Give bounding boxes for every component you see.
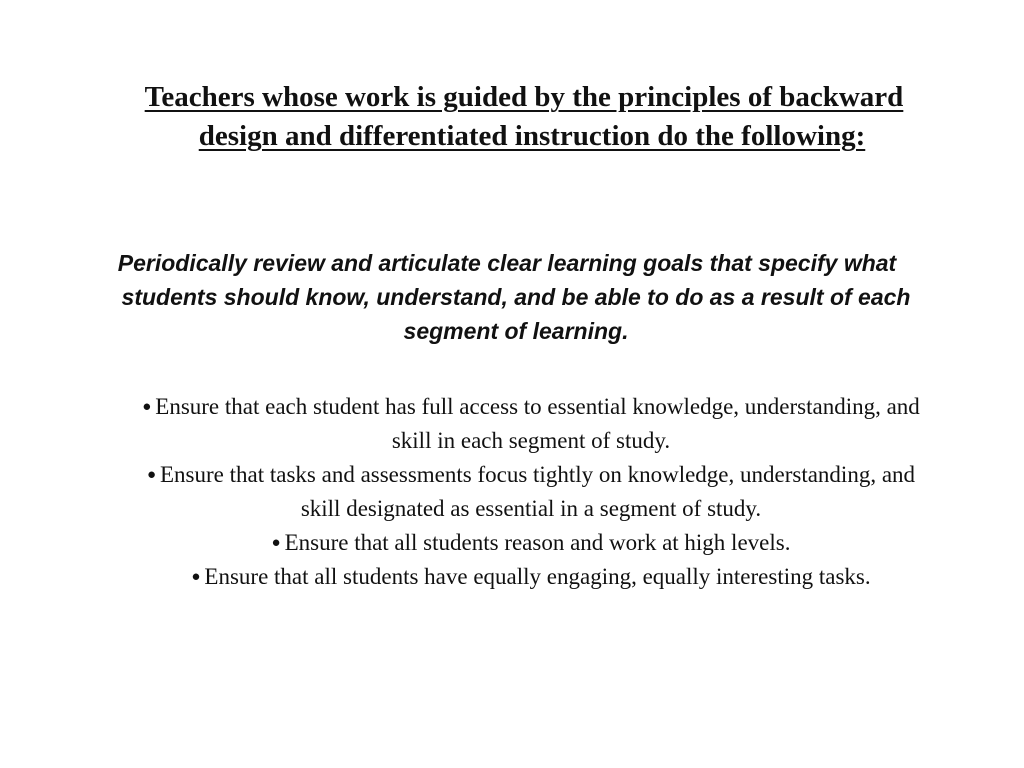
bullet-dot-icon: ● (271, 535, 281, 551)
bullet-dot-icon: ● (142, 399, 152, 415)
bullet-text: Ensure that tasks and assessments focus tightly on knowledge, understanding, and skill designated as essential in a segment of study. (160, 462, 916, 521)
bullet-text: Ensure that all students reason and work at high levels. (284, 530, 791, 555)
bullet-text: Ensure that each student has full access to essential knowledge, understanding, and skill in each segment of study. (155, 394, 920, 453)
slide-title: Teachers whose work is guided by the principles of backward design and differentiated instruction do the following: (144, 81, 904, 152)
lead-statement: Periodically review and articulate clear learning goals that specify what students should know, understand, and be able to do as a result of each segment of learning. (117, 250, 911, 344)
bullet-item (130, 526, 932, 560)
bullet-list (130, 390, 932, 594)
bullet-item (130, 560, 932, 594)
bullet-item (130, 458, 932, 526)
bullet-dot-icon: ● (191, 569, 201, 585)
bullet-dot-icon: ● (146, 467, 156, 483)
bullet-item (130, 390, 932, 458)
bullet-text: Ensure that all students have equally engaging, equally interesting tasks. (204, 564, 871, 589)
